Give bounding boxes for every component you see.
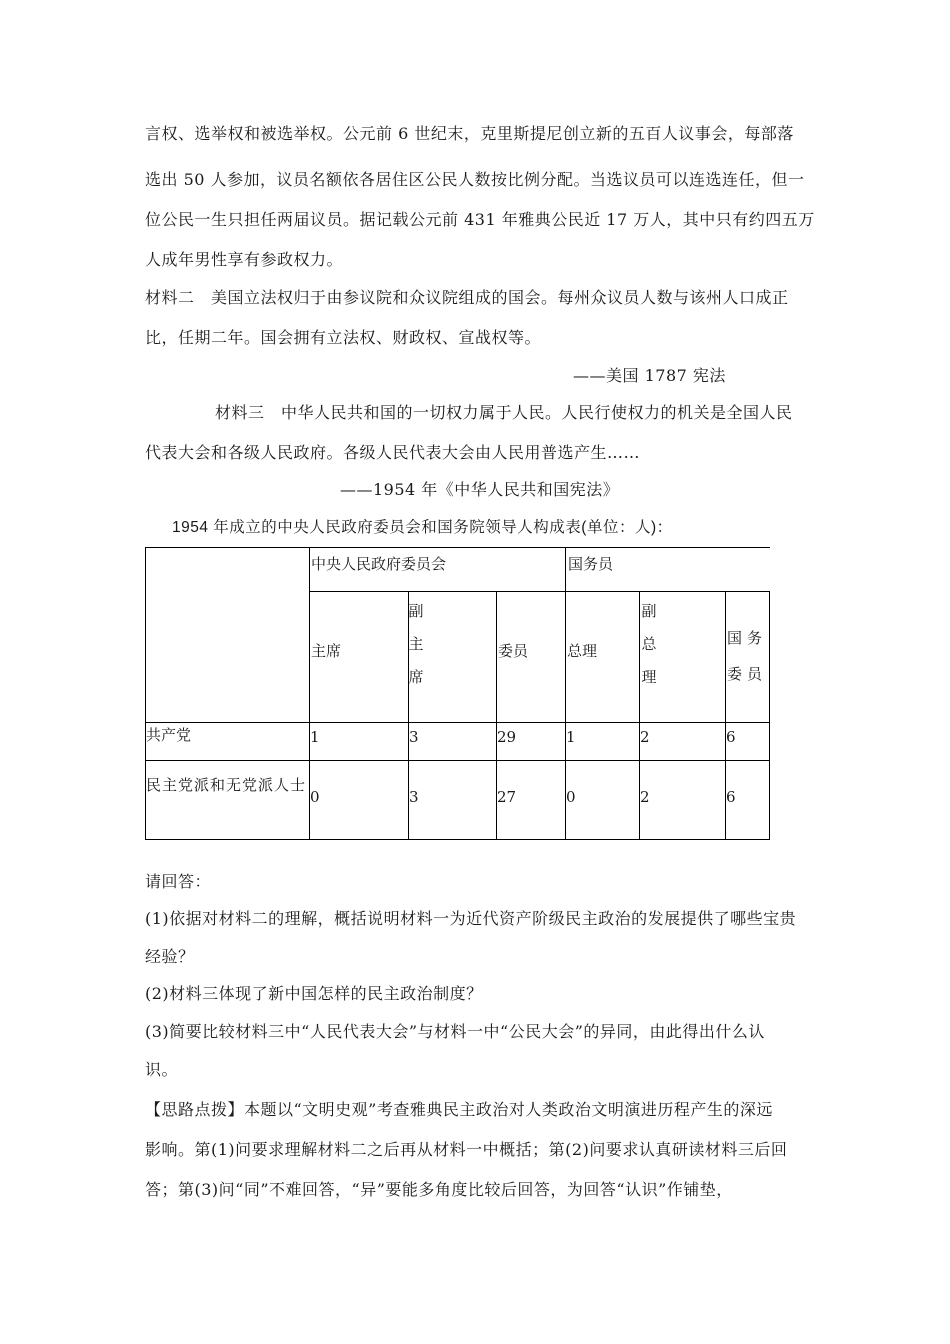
material3-source: ——1954 年《中华人民共和国宪法》 bbox=[340, 480, 620, 499]
question-line: (2)材料三体现了新中国怎样的民主政治制度？ bbox=[145, 984, 483, 1003]
header-vice-premier: 副总理 bbox=[641, 602, 657, 686]
header-vice-chairman: 副主席 bbox=[408, 602, 424, 686]
table-cell: 1 bbox=[310, 728, 320, 746]
group-header-state-council: 国务员 bbox=[568, 555, 614, 573]
paragraph-line: 位公民一生只担任两届议员。据记载公元前 431 年雅典公民近 17 万人，其中只有约四五万 bbox=[145, 210, 815, 229]
header-premier: 总理 bbox=[567, 642, 598, 660]
material2-line: 比，任期二年。国会拥有立法权、财政权、宣战权等。 bbox=[145, 328, 542, 347]
table-cell: 1 bbox=[566, 728, 576, 746]
paragraph-line: 言权、选举权和被选举权。公元前 6 世纪末，克里斯提尼创立新的五百人议事会，每部落 bbox=[145, 124, 794, 143]
table-cell: 0 bbox=[310, 788, 320, 806]
table-cell: 3 bbox=[409, 788, 419, 806]
material2-source: ——美国 1787 宪法 bbox=[573, 366, 726, 385]
table-cell: 2 bbox=[640, 728, 650, 746]
table-cell: 3 bbox=[409, 728, 419, 746]
paragraph-line: 人成年男性享有参政权力。 bbox=[145, 250, 344, 269]
table-cell: 27 bbox=[497, 788, 517, 806]
questions-intro: 请回答： bbox=[145, 872, 212, 891]
material3-line: 材料三 中华人民共和国的一切权力属于人民。人民行使权力的机关是全国人民 bbox=[215, 403, 793, 422]
analysis-line: 【思路点拨】本题以“文明史观”考查雅典民主政治对人类政治文明演进历程产生的深远 bbox=[145, 1100, 773, 1119]
table-cell: 6 bbox=[726, 728, 736, 746]
analysis-line: 答；第(3)问“同”不难回答，“异”要能多角度比较后回答，为回答“认识”作铺垫， bbox=[145, 1180, 733, 1199]
paragraph-line: 选出 50 人参加，议员名额依各居住区公民人数按比例分配。当选议员可以连选连任，但一 bbox=[145, 170, 805, 189]
question-line: 经验？ bbox=[145, 947, 195, 966]
header-member: 委员 bbox=[498, 642, 529, 660]
leadership-table bbox=[145, 547, 770, 840]
table-caption: 1954 年成立的中央人民政府委员会和国务院领导人构成表(单位：人)： bbox=[172, 519, 673, 536]
table-cell: 6 bbox=[726, 788, 736, 806]
header-state-councilor: 国务委员 bbox=[727, 629, 768, 683]
material3-line: 代表大会和各级人民政府。各级人民代表大会由人民用普选产生…… bbox=[145, 443, 641, 462]
question-line: (1)依据对材料二的理解，概括说明材料一为近代资产阶级民主政治的发展提供了哪些宝贵 bbox=[145, 909, 797, 928]
question-line: (3)简要比较材料三中“人民代表大会”与材料一中“公民大会”的异同，由此得出什么认 bbox=[145, 1022, 765, 1041]
row-label-communist-party: 共产党 bbox=[146, 726, 192, 744]
row-label-democratic-parties: 民主党派和无党派人士 bbox=[146, 776, 307, 794]
material2-line: 材料二 美国立法权归于由参议院和众议院组成的国会。每州众议员人数与该州人口成正 bbox=[145, 288, 789, 307]
question-line: 识。 bbox=[145, 1060, 179, 1079]
table-cell: 0 bbox=[566, 788, 576, 806]
table-cell: 29 bbox=[497, 728, 517, 746]
analysis-line: 影响。第(1)问要求理解材料二之后再从材料一中概括；第(2)问要求认真研读材料三后回 bbox=[145, 1140, 788, 1159]
header-chairman: 主席 bbox=[311, 642, 342, 660]
group-header-central-committee: 中央人民政府委员会 bbox=[311, 555, 447, 573]
table-cell: 2 bbox=[640, 788, 650, 806]
